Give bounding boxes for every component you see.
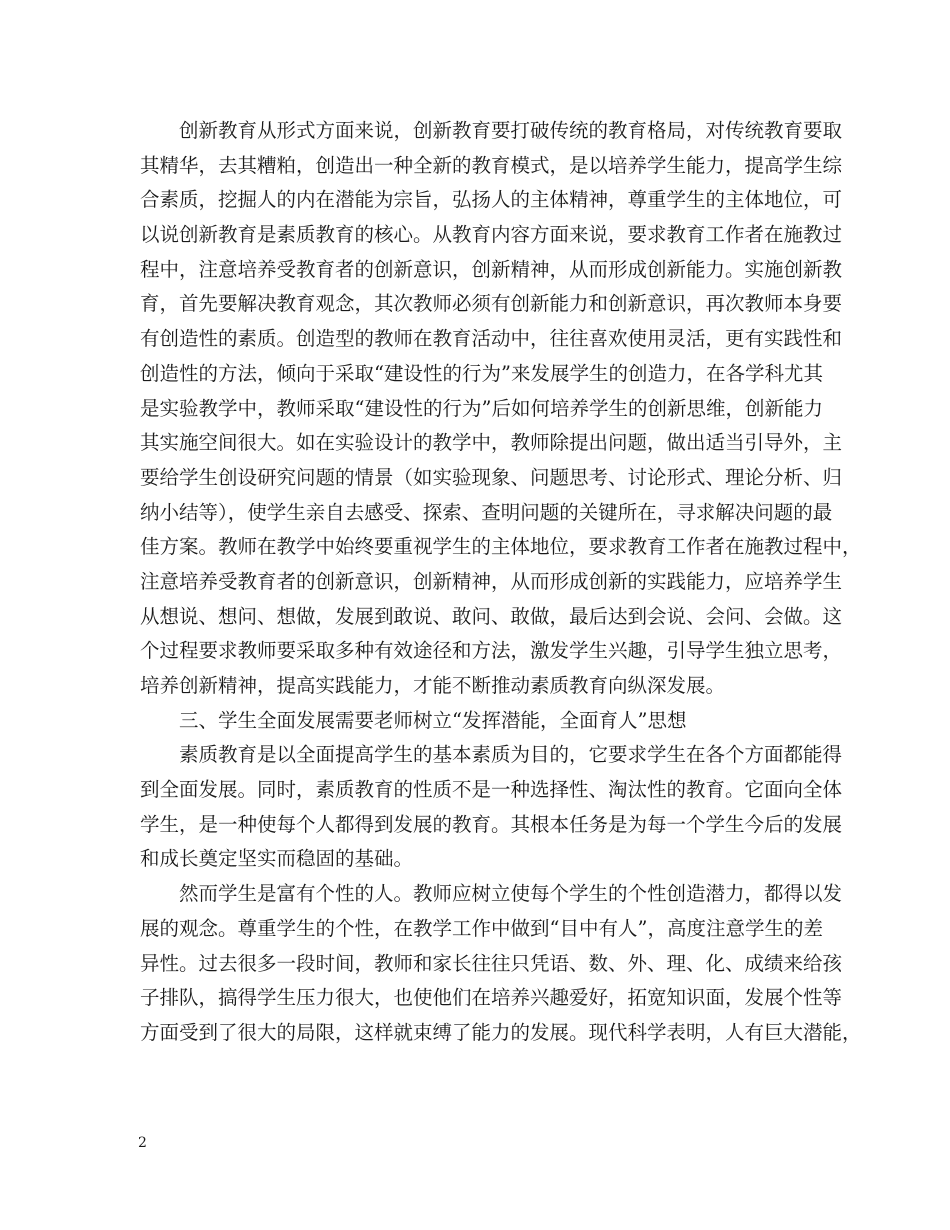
paragraph-line: 育，首先要解决教育观念，其次教师必须有创新能力和创新意识，再次教师本身要 — [140, 292, 843, 316]
paragraph-line: 合素质，挖掘人的内在潜能为宗旨，弘扬人的主体精神，尊重学生的主体地位，可 — [140, 188, 843, 212]
paragraph-line: 纳小结等），使学生亲自去感受、探索、查明问题的关键所在，寻求解决问题的最 — [140, 500, 833, 524]
paragraph-line: 其精华，去其糟粕，创造出一种全新的教育模式，是以培养学生能力，提高学生综 — [140, 153, 843, 177]
paragraph-line: 创造性的方法，倾向于采取“建设性的行为”来发展学生的创造力，在各学科尤其 — [140, 361, 823, 385]
paragraph-line: 学生，是一种使每个人都得到发展的教育。其根本任务是为每一个学生今后的发展 — [140, 812, 843, 836]
paragraph-line: 注意培养受教育者的创新意识，创新精神，从而形成创新的实践能力，应培养学生 — [140, 569, 843, 593]
paragraph-line: 其实施空间很大。如在实验设计的教学中，教师除提出问题，做出适当引导外，主 — [140, 431, 843, 455]
paragraph-line: 和成长奠定坚实而稳固的基础。 — [140, 847, 414, 871]
body-text — [140, 114, 862, 1051]
paragraph-line: 有创造性的素质。创造型的教师在教育活动中，往往喜欢使用灵活，更有实践性和 — [140, 327, 843, 351]
paragraph-line: 佳方案。教师在教学中始终要重视学生的主体地位，要求教育工作者在施教过程中， — [140, 535, 862, 559]
paragraph-line: 展的观念。尊重学生的个性，在教学工作中做到“目中有人”，高度注意学生的差 — [140, 916, 823, 940]
paragraph-line: 培养创新精神，提高实践能力，才能不断推动素质教育向纵深发展。 — [140, 674, 726, 697]
paragraph-line: 异性。过去很多一段时间，教师和家长往往只凭语、数、外、理、化、成绩来给孩 — [140, 951, 843, 975]
paragraph-line: 到全面发展。同时，素质教育的性质不是一种选择性、淘汰性的教育。它面向全体 — [140, 778, 843, 802]
paragraph-line: 然而学生是富有个性的人。教师应树立使每个学生的个性创造潜力，都得以发 — [179, 882, 843, 906]
page-number: 2 — [138, 1135, 147, 1151]
section-heading: 三、学生全面发展需要老师树立“发挥潜能，全面育人”思想 — [179, 708, 687, 732]
paragraph-line: 素质教育是以全面提高学生的基本素质为目的，它要求学生在各个方面都能得 — [179, 743, 843, 767]
paragraph-line: 个过程要求教师要采取多种有效途径和方法，激发学生兴趣，引导学生独立思考， — [140, 639, 843, 663]
paragraph-line: 是实验教学中，教师采取“建设性的行为”后如何培养学生的创新思维，创新能力 — [140, 396, 823, 420]
paragraph-line: 创新教育从形式方面来说，创新教育要打破传统的教育格局，对传统教育要取 — [179, 119, 843, 142]
paragraph-line: 从想说、想问、想做，发展到敢说、敢问、敢做，最后达到会说、会问、会做。这 — [140, 604, 843, 628]
paragraph-line: 要给学生创设研究问题的情景（如实验现象、问题思考、讨论形式、理论分析、归 — [140, 465, 843, 489]
paragraph-line: 程中，注意培养受教育者的创新意识，创新精神，从而形成创新能力。实施创新教 — [140, 257, 843, 281]
paragraph-line: 以说创新教育是素质教育的核心。从教育内容方面来说，要求教育工作者在施教过 — [140, 223, 843, 247]
paragraph-line: 方面受到了很大的局限，这样就束缚了能力的发展。现代科学表明，人有巨大潜能， — [140, 1020, 862, 1044]
paragraph-line: 子排队，搞得学生压力很大，也使他们在培养兴趣爱好，拓宽知识面，发展个性等 — [140, 986, 843, 1010]
